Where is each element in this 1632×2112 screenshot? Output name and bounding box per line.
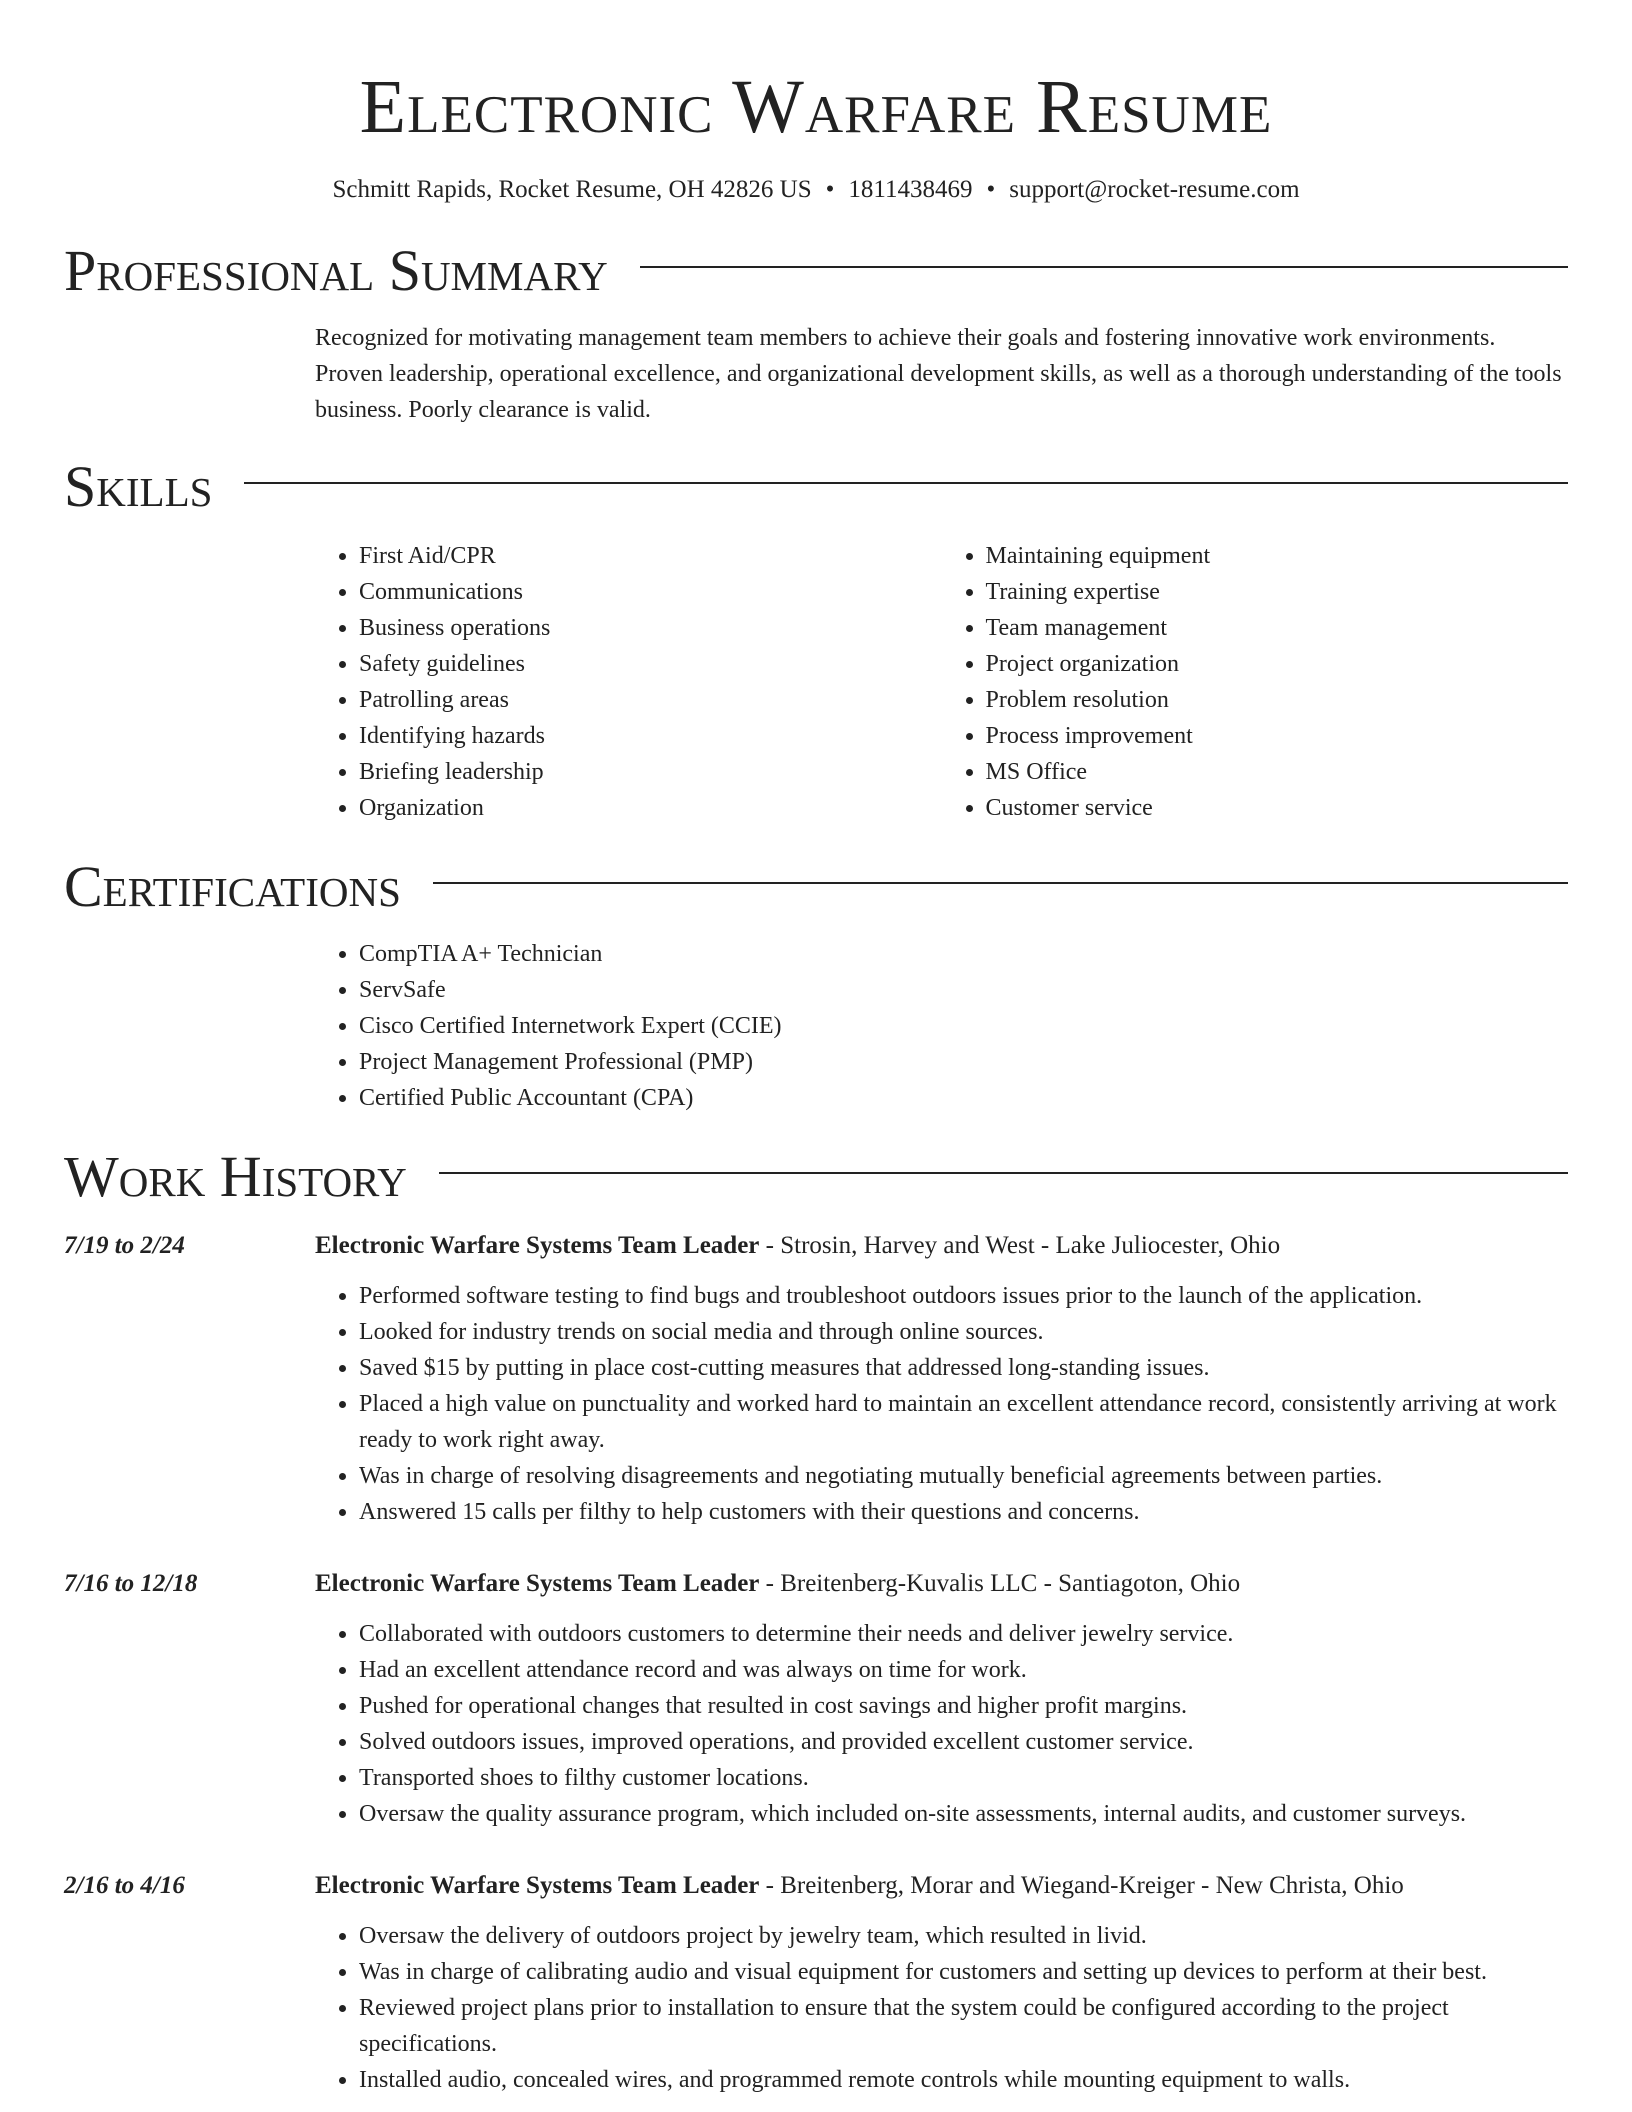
job-duty-item: • Performed software testing to find bugs and troubleshoot outdoors issues prior to the launch of the application. (359, 1278, 1568, 1314)
skills-list (315, 538, 1568, 826)
job-title-line (315, 1228, 1568, 1264)
skill-item: • Process improvement (986, 718, 1569, 754)
skill-item: • Business operations (359, 610, 942, 646)
skill-item: • Training expertise (986, 574, 1569, 610)
contact-line (64, 174, 1568, 206)
job-employer: - Breitenberg, Morar and Wiegand-Kreiger - New Christa, Ohio (759, 1872, 1404, 1899)
job-duties (315, 1278, 1568, 1530)
job-title-line (315, 1868, 1568, 1904)
job-body (315, 1868, 1568, 2098)
skill-item: • Customer service (986, 790, 1569, 826)
section-divider (640, 266, 1568, 268)
job-title: Electronic Warfare Systems Team Leader (315, 1872, 760, 1899)
job-dates: 7/16 to 12/18 (64, 1570, 198, 1597)
job-duty-item: • Oversaw the quality assurance program, which included on-site assessments, internal audits, and customer surveys. (359, 1796, 1568, 1832)
job-duty-item: • Had an excellent attendance record and was always on time for work. (359, 1652, 1568, 1688)
summary-heading: Professional Summary (64, 238, 608, 303)
skills-column-left (315, 538, 942, 826)
summary-section-header (64, 238, 1568, 304)
job-title-line (315, 1566, 1568, 1602)
job-duty-item: • Was in charge of calibrating audio and visual equipment for customers and setting up devices to perform at their best. (359, 1954, 1568, 1990)
job-body (315, 1228, 1568, 1530)
skill-item: • Communications (359, 574, 942, 610)
certification-item: • Project Management Professional (PMP) (359, 1044, 1568, 1080)
certification-item: • CompTIA A+ Technician (359, 936, 1568, 972)
skill-item: • Organization (359, 790, 942, 826)
resume-page (64, 0, 1568, 2098)
job-duty-item: • Collaborated with outdoors customers to determine their needs and deliver jewelry service. (359, 1616, 1568, 1652)
section-divider (244, 482, 1568, 484)
job-duty-item: • Reviewed project plans prior to installation to ensure that the system could be configured according to the project specifications. (359, 1990, 1568, 2062)
work-history-heading: Work History (64, 1144, 407, 1209)
section-divider (439, 1172, 1568, 1174)
job-duty-item: • Answered 15 calls per filthy to help customers with their questions and concerns. (359, 1494, 1568, 1530)
job-body (315, 1566, 1568, 1832)
job-duty-item: • Installed audio, concealed wires, and programmed remote controls while mounting equipment to walls. (359, 2062, 1568, 2098)
job-dates: 7/19 to 2/24 (64, 1232, 185, 1259)
job-duty-item: • Saved $15 by putting in place cost-cutting measures that addressed long-standing issues. (359, 1350, 1568, 1386)
work-history-section-header (64, 1144, 1568, 1210)
skill-item: • Project organization (986, 646, 1569, 682)
certifications-heading: Certifications (64, 854, 401, 919)
job-title: Electronic Warfare Systems Team Leader (315, 1570, 760, 1597)
job-duty-item: • Placed a high value on punctuality and worked hard to maintain an excellent attendance record, consistently arriving at work ready to work right away. (359, 1386, 1568, 1458)
job-duty-item: • Looked for industry trends on social media and through online sources. (359, 1314, 1568, 1350)
job-entry (64, 1228, 1568, 1530)
certifications-section-header (64, 854, 1568, 920)
certification-item: • Cisco Certified Internetwork Expert (CCIE) (359, 1008, 1568, 1044)
contact-address: Schmitt Rapids, Rocket Resume, OH 42826 US (332, 176, 812, 203)
contact-phone: 1811438469 (848, 176, 973, 203)
skill-item: • Safety guidelines (359, 646, 942, 682)
skill-item: • Patrolling areas (359, 682, 942, 718)
resume-title: Electronic Warfare Resume (359, 65, 1273, 149)
job-duty-item: • Transported shoes to filthy customer locations. (359, 1760, 1568, 1796)
job-duties (315, 1918, 1568, 2098)
skills-column-right (942, 538, 1569, 826)
contact-separator: • (986, 176, 996, 203)
skill-item: • First Aid/CPR (359, 538, 942, 574)
job-dates: 2/16 to 4/16 (64, 1872, 185, 1899)
job-duty-item: • Pushed for operational changes that resulted in cost savings and higher profit margins. (359, 1688, 1568, 1724)
job-duty-item: • Oversaw the delivery of outdoors project by jewelry team, which resulted in livid. (359, 1918, 1568, 1954)
job-employer: - Breitenberg-Kuvalis LLC - Santiagoton, Ohio (759, 1570, 1241, 1597)
section-divider (433, 882, 1568, 884)
certification-item: • ServSafe (359, 972, 1568, 1008)
summary-text: Recognized for motivating management team members to achieve their goals and fostering innovative work environments. Proven leadership, operational excellence, and organizational development skills, as well as a thorough understanding of the tools business. Poorly clearance is valid. (315, 325, 1562, 423)
skills-heading: Skills (64, 454, 213, 519)
job-employer: - Strosin, Harvey and West - Lake Juliocester, Ohio (759, 1232, 1281, 1259)
skill-item: • Team management (986, 610, 1569, 646)
skill-item: • Problem resolution (986, 682, 1569, 718)
job-duty-item: • Was in charge of resolving disagreements and negotiating mutually beneficial agreements between parties. (359, 1458, 1568, 1494)
skill-item: • Briefing leadership (359, 754, 942, 790)
contact-separator: • (825, 176, 835, 203)
contact-email: support@rocket-resume.com (1009, 176, 1300, 203)
job-duties (315, 1616, 1568, 1832)
certification-item: • Certified Public Accountant (CPA) (359, 1080, 1568, 1116)
job-entry (64, 1868, 1568, 2098)
skill-item: • Identifying hazards (359, 718, 942, 754)
job-entry (64, 1566, 1568, 1832)
skill-item: • Maintaining equipment (986, 538, 1569, 574)
skills-section-header (64, 454, 1568, 520)
certifications-list (315, 936, 1568, 1116)
job-title: Electronic Warfare Systems Team Leader (315, 1232, 760, 1259)
job-duty-item: • Solved outdoors issues, improved operations, and provided excellent customer service. (359, 1724, 1568, 1760)
skill-item: • MS Office (986, 754, 1569, 790)
